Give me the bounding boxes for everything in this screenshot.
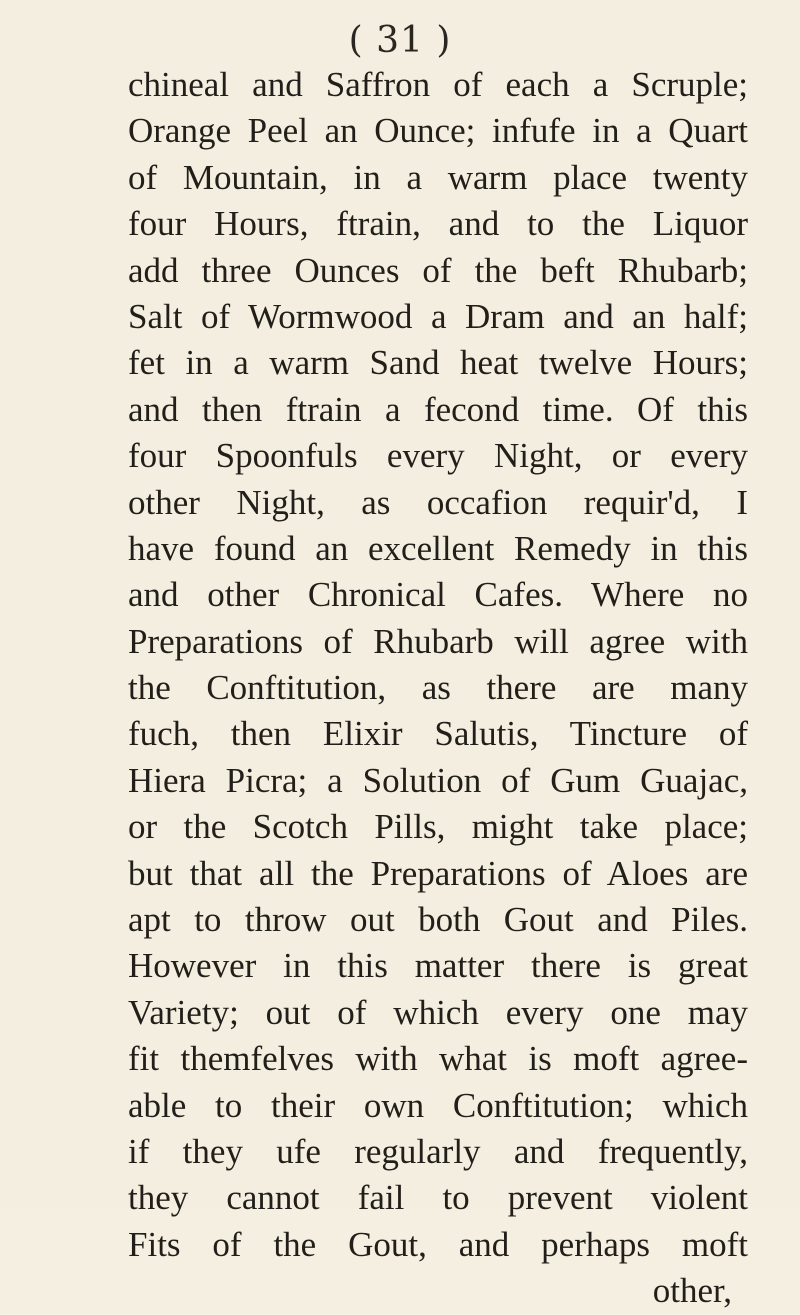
text-line: fet in a warm Sand heat twelve Hours; bbox=[128, 343, 748, 383]
text-line: or the Scotch Pills, might take place; bbox=[128, 807, 748, 847]
text-line: four Spoonfuls every Night, or every bbox=[128, 436, 748, 476]
text-line: fuch, then Elixir Salutis, Tincture of bbox=[128, 714, 748, 754]
text-line: of Mountain, in a warm place twenty bbox=[128, 157, 748, 197]
text-line: chineal and Saffron of each a Scruple; bbox=[128, 65, 748, 104]
text-line: and other Chronical Cafes. Where no bbox=[128, 575, 748, 615]
text-line: Salt of Wormwood a Dram and an half; bbox=[128, 296, 748, 336]
text-line: other Night, as occafion requir'd, I bbox=[128, 482, 748, 522]
text-line: However in this matter there is great bbox=[128, 946, 748, 986]
text-line: add three Ounces of the beft Rhubarb; bbox=[128, 250, 748, 290]
text-line: but that all the Preparations of Aloes are bbox=[128, 853, 748, 893]
text-line: if they ufe regularly and frequently, bbox=[128, 1131, 748, 1171]
text-line: Fits of the Gout, and perhaps moft bbox=[128, 1224, 748, 1264]
text-line: fit themfelves with what is moft agree- bbox=[128, 1039, 748, 1079]
text-line: apt to throw out both Gout and Piles. bbox=[128, 900, 748, 940]
text-line: Variety; out of which every one may bbox=[128, 992, 748, 1032]
body-text bbox=[128, 62, 748, 1315]
text-line: they cannot fail to prevent violent bbox=[128, 1178, 748, 1218]
text-line: four Hours, ftrain, and to the Liquor bbox=[128, 204, 748, 244]
text-line: Orange Peel an Ounce; infufe in a Quart bbox=[128, 111, 748, 151]
catchword: other, bbox=[652, 1271, 732, 1311]
text-line: have found an excellent Remedy in this bbox=[128, 528, 748, 568]
text-line: able to their own Conftitution; which bbox=[128, 1085, 748, 1125]
text-line: and then ftrain a fecond time. Of this bbox=[128, 389, 748, 429]
text-line: Hiera Picra; a Solution of Gum Guajac, bbox=[128, 760, 748, 800]
text-line: the Conftitution, as there are many bbox=[128, 668, 748, 708]
text-line: Preparations of Rhubarb will agree with bbox=[128, 621, 748, 661]
page-number: ( 31 ) bbox=[348, 20, 452, 61]
